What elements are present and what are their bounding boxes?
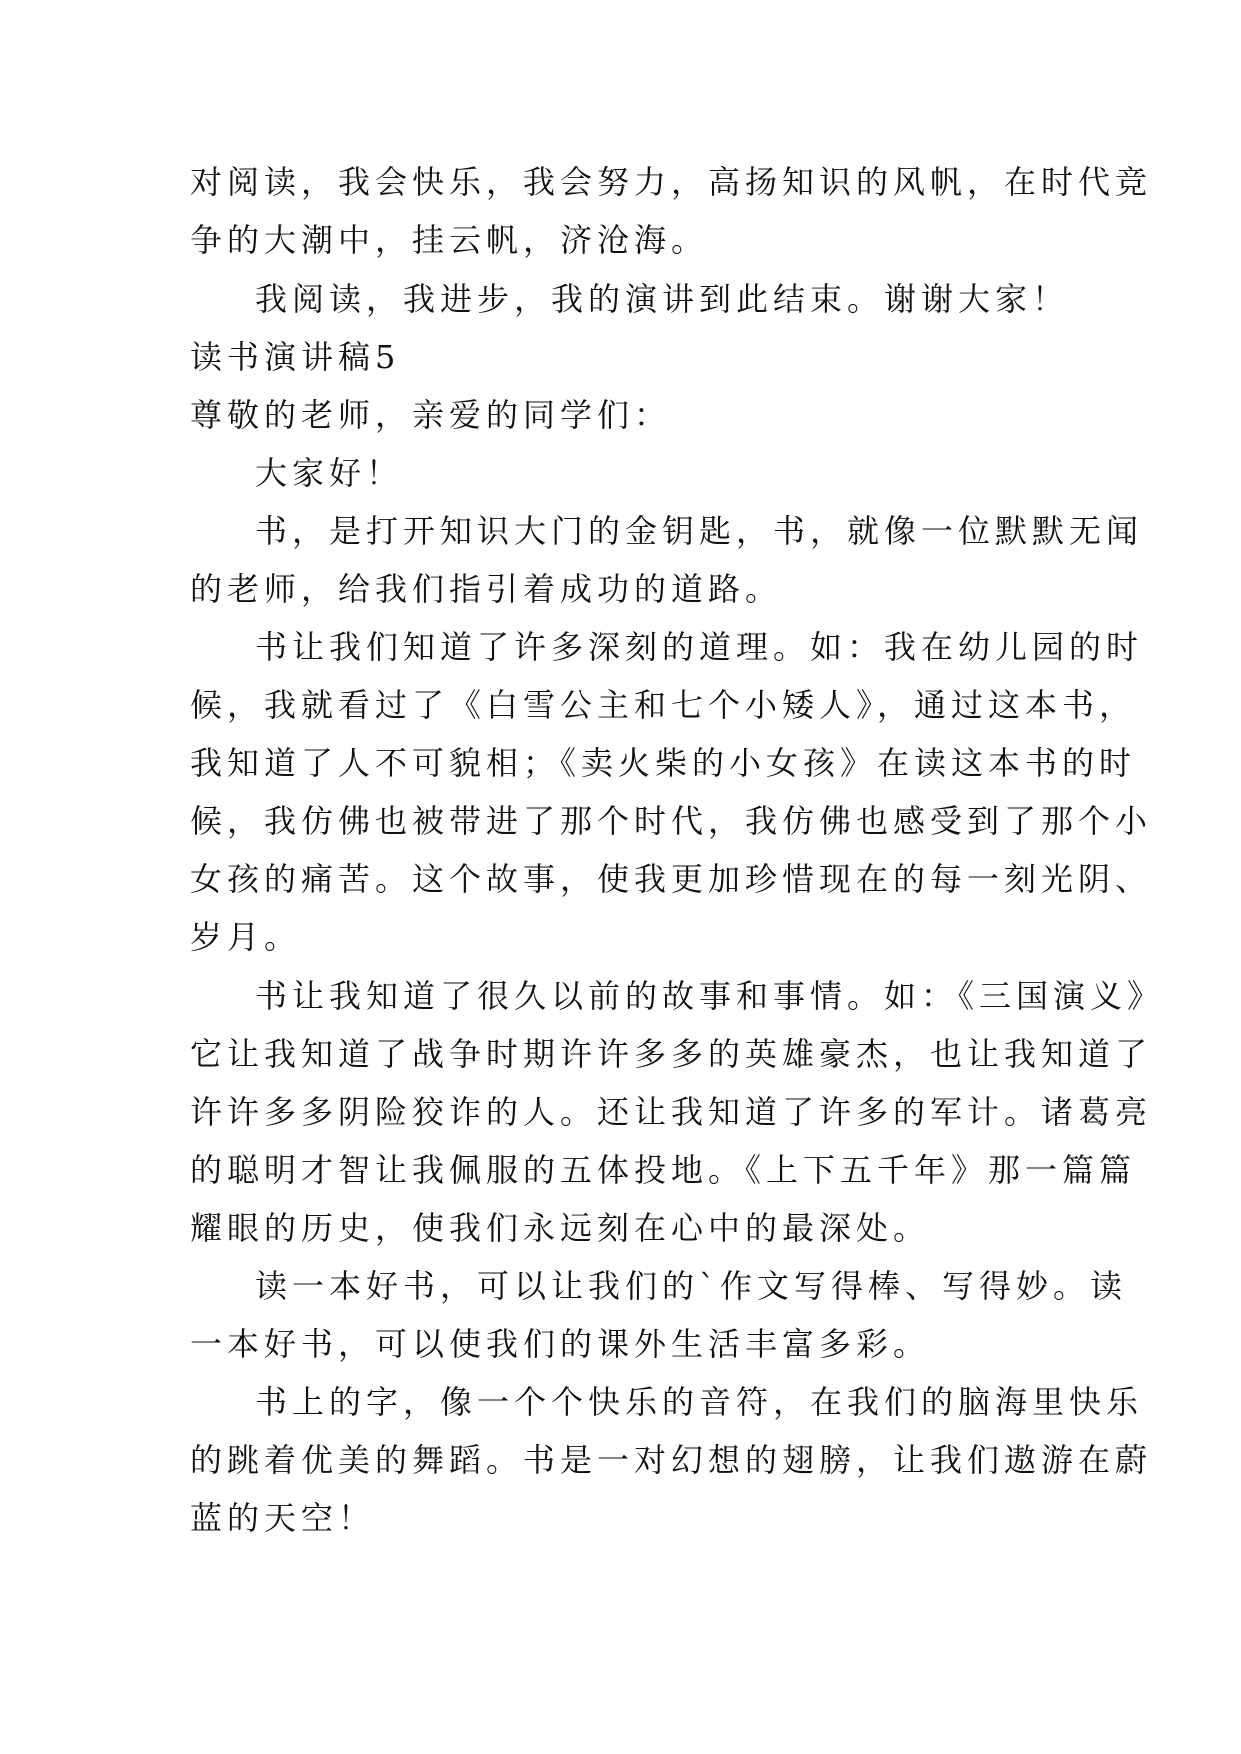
section-title: 读书演讲稿5: [190, 338, 401, 376]
text-line: 的聪明才智让我佩服的五体投地。《上下五千年》那一篇篇: [190, 1151, 1137, 1189]
salutation: 尊敬的老师，亲爱的同学们：: [190, 396, 672, 434]
text-line: 书，是打开知识大门的金钥匙，书，就像一位默默无闻: [255, 512, 1144, 550]
text-line: 的跳着优美的舞蹈。书是一对幻想的翅膀，让我们遨游在蔚: [190, 1441, 1153, 1479]
text-line: 一本好书，可以使我们的课外生活丰富多彩。: [190, 1325, 931, 1363]
text-line: 它让我知道了战争时期许许多多的英雄豪杰，也让我知道了: [190, 1035, 1153, 1073]
closing-line: 我阅读，我进步，我的演讲到此结束。谢谢大家！: [255, 280, 1070, 318]
text-line: 的老师，给我们指引着成功的道路。: [190, 570, 783, 608]
text-line: 书让我知道了很久以前的故事和事情。如：《三国演义》: [255, 977, 1165, 1015]
text-line: 耀眼的历史，使我们永远刻在心中的最深处。: [190, 1209, 931, 1247]
text-line: 女孩的痛苦。这个故事，使我更加珍惜现在的每一刻光阴、: [190, 860, 1153, 898]
text-line: 许许多多阴险狡诈的人。还让我知道了许多的军计。诸葛亮: [190, 1093, 1153, 1131]
text-line: 候，我仿佛也被带进了那个时代，我仿佛也感受到了那个小: [190, 802, 1153, 840]
text-line: 蓝的天空！: [190, 1499, 376, 1537]
text-line: 对阅读，我会快乐，我会努力，高扬知识的风帆，在时代竞: [190, 163, 1153, 201]
text-line: 候，我就看过了《白雪公主和七个小矮人》，通过这本书，: [190, 686, 1137, 724]
text-line: 书让我们知道了许多深刻的道理。如：我在幼儿园的时: [255, 628, 1144, 666]
text-line: 读一本好书，可以让我们的`作文写得棒、写得妙。读: [255, 1267, 1128, 1305]
text-line: 争的大潮中，挂云帆，济沧海。: [190, 221, 709, 259]
greeting: 大家好！: [255, 454, 404, 492]
text-line: 岁月。: [190, 918, 302, 956]
text-line: 我知道了人不可貌相；《卖火柴的小女孩》在读这本书的时: [190, 744, 1137, 782]
text-line: 书上的字，像一个个快乐的音符，在我们的脑海里快乐: [255, 1383, 1144, 1421]
